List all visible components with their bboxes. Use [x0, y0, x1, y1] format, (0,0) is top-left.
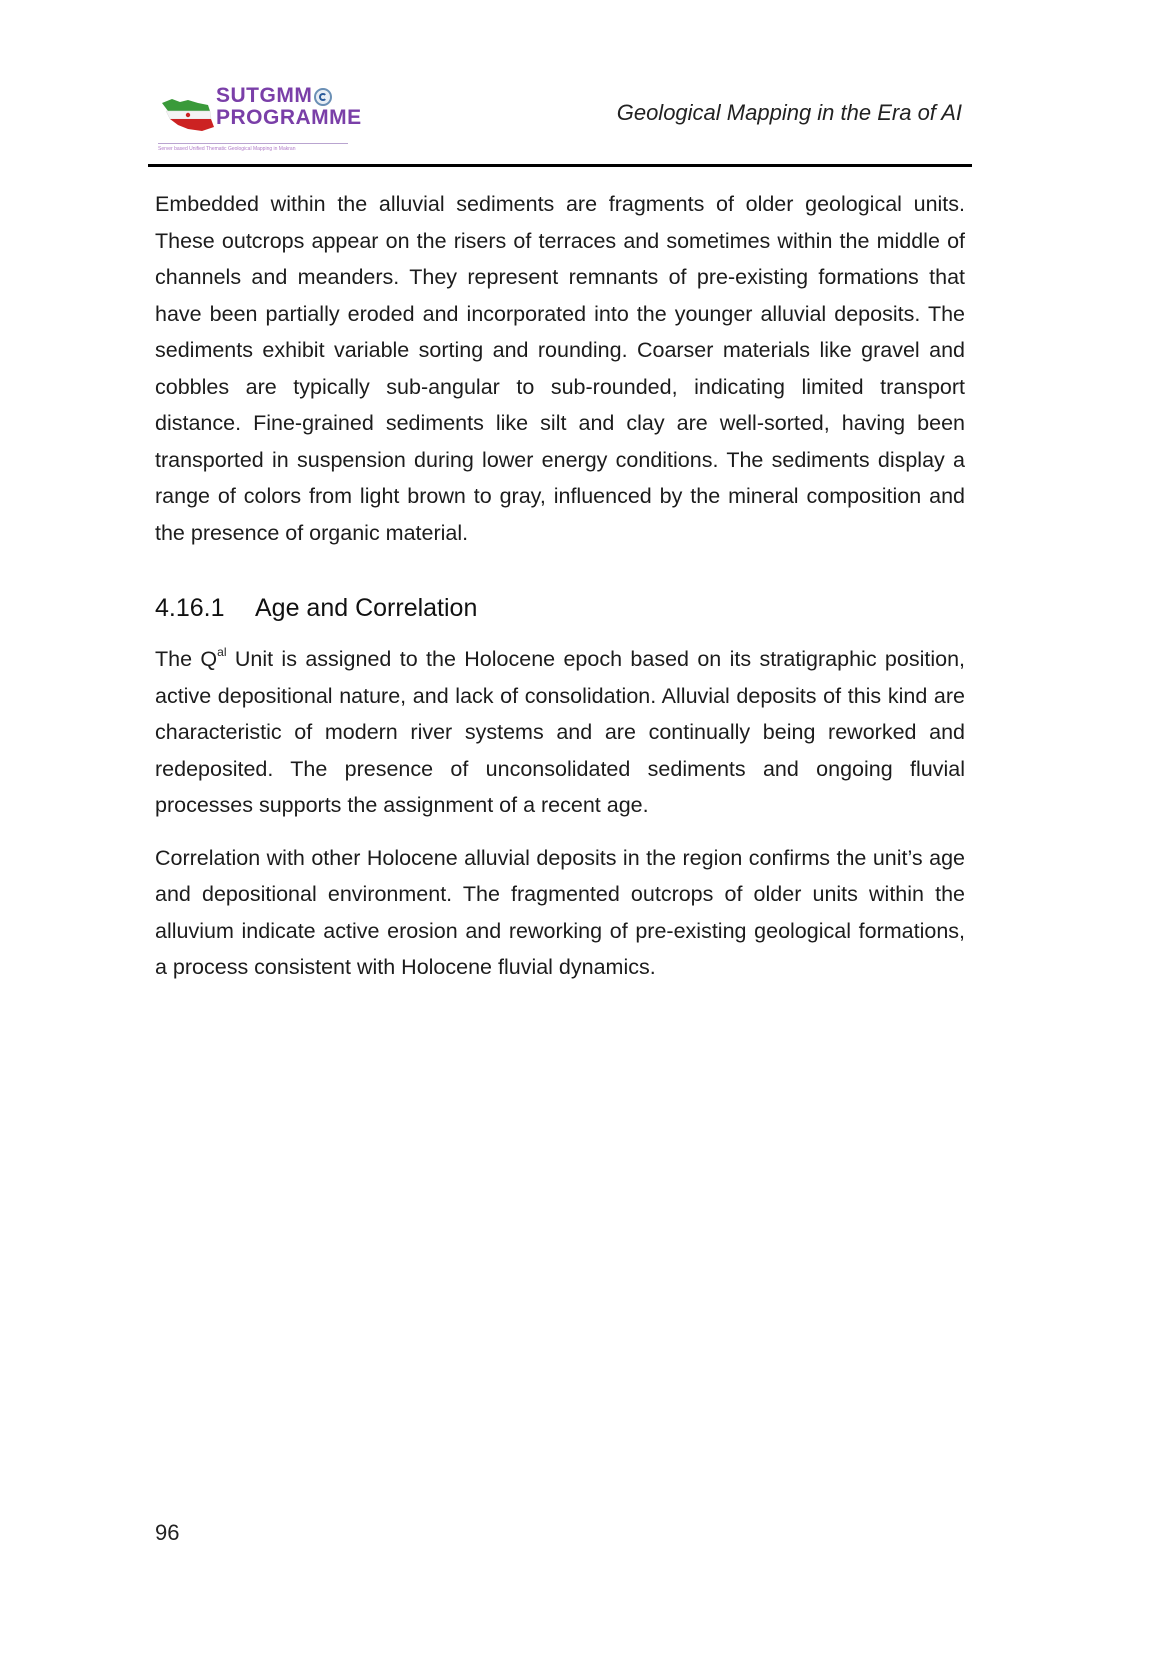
section-number: 4.16.1 — [155, 594, 225, 622]
unit-superscript: al — [217, 645, 227, 659]
logo-title-line1: SUTGMM — [216, 84, 313, 107]
paragraph-age-assignment — [155, 641, 965, 824]
sutgmm-logo — [158, 84, 362, 155]
header-divider — [148, 164, 972, 167]
running-title: Geological Mapping in the Era of AI — [616, 100, 962, 125]
iran-map-flag-icon — [158, 93, 216, 135]
page-number: 96 — [155, 1520, 180, 1545]
logo-divider — [158, 143, 348, 144]
section-heading — [155, 591, 965, 625]
paragraph-correlation: Correlation with other Holocene alluvial deposits in the region confirms the unit’s age and depositional environment. The fragmented outcrops of older units within the alluvium indicate active erosion and reworking of pre-existing geological formations, a process consistent with Holocene fluvial dynamics. — [155, 845, 965, 979]
page-content — [155, 186, 965, 986]
logo-subtitle: Server based Unified Thematic Geological Mapping in Makran — [158, 146, 296, 152]
paragraph-age-text: Unit is assigned to the Holocene epoch based on its stratigraphic position, active depositional nature, and lack of consolidation. Alluvial deposits of this kind are characteristic of modern river systems and are continually being reworked and redeposited. The presence of unconsolidated sediments and ongoing fluvial processes supports the assignment of a recent age. — [155, 647, 966, 817]
paragraph-alluvial-fragments: Embedded within the alluvial sediments are fragments of older geological units. These outcrops appear on the risers of terraces and sometimes within the middle of channels and meanders. They represent remnants of pre-existing formations that have been partially eroded and incorporated into the younger alluvial deposits. The sediments exhibit variable sorting and rounding. Coarser materials like gravel and cobbles are typically sub-angular to sub-rounded, indicating limited transport distance. Fine-grained sediments like silt and clay are well-sorted, having been transported in suspension during lower energy conditions. The sediments display a range of colors from light brown to gray, influenced by the mineral composition and the presence of organic material. — [155, 192, 965, 545]
logo-title — [216, 85, 362, 129]
logo-title-line2: PROGRAMME — [216, 106, 362, 129]
section-title: Age and Correlation — [255, 594, 478, 622]
page-header — [148, 80, 972, 166]
university-emblem-icon — [314, 88, 332, 106]
unit-prefix: The Q — [155, 647, 218, 671]
